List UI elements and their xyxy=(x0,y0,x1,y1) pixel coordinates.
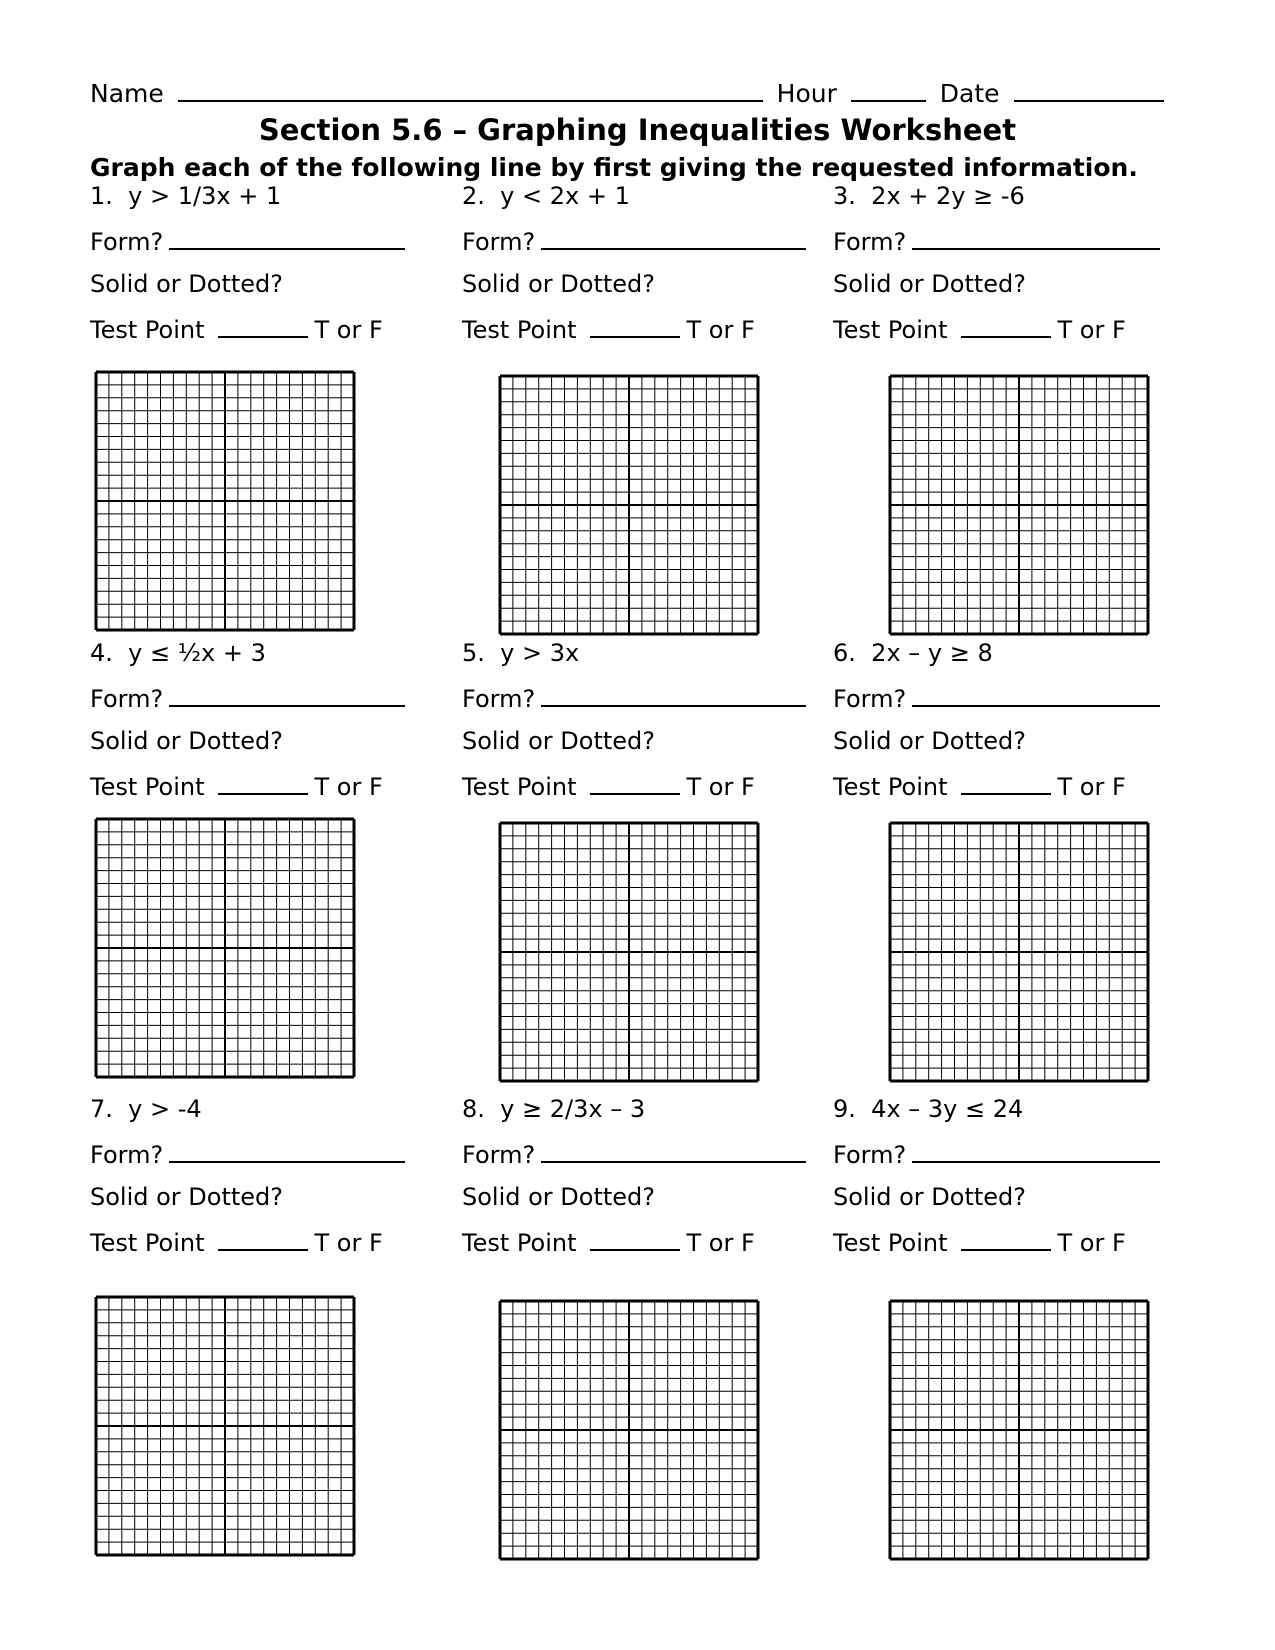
test-point-label: Test Point xyxy=(90,316,205,344)
test-point-blank[interactable] xyxy=(961,1227,1051,1251)
solid-dotted-row xyxy=(462,1183,655,1211)
solid-dotted-row xyxy=(833,270,1026,298)
problem-number: 9. xyxy=(833,1095,856,1123)
coordinate-grid[interactable] xyxy=(498,374,760,636)
form-label: Form? xyxy=(462,685,536,713)
problem-7 xyxy=(90,1095,440,1265)
problem-statement xyxy=(90,639,266,667)
test-point-label: Test Point xyxy=(462,773,577,801)
form-label: Form? xyxy=(462,1141,536,1169)
test-point-row xyxy=(90,1227,383,1257)
form-row xyxy=(833,683,1166,713)
coordinate-grid[interactable] xyxy=(888,1299,1150,1561)
form-blank[interactable] xyxy=(541,1139,806,1163)
test-point-row xyxy=(462,771,755,801)
coordinate-grid[interactable] xyxy=(888,821,1150,1083)
t-or-f-label: T or F xyxy=(686,316,755,344)
problem-number: 1. xyxy=(90,182,113,210)
form-row xyxy=(90,226,411,256)
t-or-f-label: T or F xyxy=(1057,316,1126,344)
solid-dotted-row xyxy=(90,1183,283,1211)
problem-number: 2. xyxy=(462,182,485,210)
solid-dotted-label: Solid or Dotted? xyxy=(90,270,284,298)
form-label: Form? xyxy=(90,1141,164,1169)
problem-number: 3. xyxy=(833,182,856,210)
problem-inequality: y ≤ ½x + 3 xyxy=(128,639,266,667)
header-row xyxy=(90,78,1180,108)
test-point-row xyxy=(462,314,755,344)
problem-1 xyxy=(90,182,440,352)
problem-8 xyxy=(462,1095,812,1265)
solid-dotted-row xyxy=(833,1183,1026,1211)
problem-inequality: y > 3x xyxy=(500,639,580,667)
problem-statement xyxy=(833,182,1025,210)
form-row xyxy=(462,1139,812,1169)
form-blank[interactable] xyxy=(169,226,405,250)
form-row xyxy=(833,226,1166,256)
test-point-label: Test Point xyxy=(462,316,577,344)
problem-inequality: 2x + 2y ≥ -6 xyxy=(871,182,1025,210)
form-label: Form? xyxy=(833,685,907,713)
test-point-blank[interactable] xyxy=(218,771,308,795)
test-point-label: Test Point xyxy=(833,773,948,801)
coordinate-grid[interactable] xyxy=(888,374,1150,636)
t-or-f-label: T or F xyxy=(686,773,755,801)
test-point-label: Test Point xyxy=(90,773,205,801)
form-row xyxy=(90,683,411,713)
test-point-label: Test Point xyxy=(90,1229,205,1257)
test-point-row xyxy=(462,1227,755,1257)
form-row xyxy=(462,226,812,256)
solid-dotted-row xyxy=(462,270,655,298)
problem-statement xyxy=(833,639,993,667)
solid-dotted-label: Solid or Dotted? xyxy=(462,727,656,755)
test-point-blank[interactable] xyxy=(961,314,1051,338)
problem-inequality: 4x – 3y ≤ 24 xyxy=(871,1095,1024,1123)
test-point-row xyxy=(90,771,383,801)
test-point-label: Test Point xyxy=(833,1229,948,1257)
problem-statement xyxy=(90,182,281,210)
solid-dotted-row xyxy=(462,727,655,755)
form-blank[interactable] xyxy=(541,226,806,250)
t-or-f-label: T or F xyxy=(1057,773,1126,801)
solid-dotted-row xyxy=(833,727,1026,755)
t-or-f-label: T or F xyxy=(314,316,383,344)
problem-4 xyxy=(90,639,440,809)
solid-dotted-label: Solid or Dotted? xyxy=(833,1183,1027,1211)
t-or-f-label: T or F xyxy=(314,773,383,801)
hour-label: Hour xyxy=(776,79,837,108)
form-blank[interactable] xyxy=(541,683,806,707)
coordinate-grid[interactable] xyxy=(94,370,356,632)
solid-dotted-label: Solid or Dotted? xyxy=(462,1183,656,1211)
problem-statement xyxy=(462,182,630,210)
t-or-f-label: T or F xyxy=(686,1229,755,1257)
form-blank[interactable] xyxy=(169,683,405,707)
form-row xyxy=(833,1139,1166,1169)
problem-inequality: y < 2x + 1 xyxy=(500,182,630,210)
problem-number: 5. xyxy=(462,639,485,667)
test-point-blank[interactable] xyxy=(218,1227,308,1251)
problem-3 xyxy=(833,182,1183,352)
test-point-label: Test Point xyxy=(833,316,948,344)
form-blank[interactable] xyxy=(912,683,1160,707)
t-or-f-label: T or F xyxy=(314,1229,383,1257)
coordinate-grid[interactable] xyxy=(498,1299,760,1561)
form-row xyxy=(462,683,812,713)
coordinate-grid[interactable] xyxy=(498,821,760,1083)
test-point-row xyxy=(833,314,1126,344)
form-row xyxy=(90,1139,411,1169)
form-blank[interactable] xyxy=(912,226,1160,250)
test-point-blank[interactable] xyxy=(590,314,680,338)
problem-inequality: y > -4 xyxy=(128,1095,202,1123)
problem-6 xyxy=(833,639,1183,809)
form-label: Form? xyxy=(90,685,164,713)
form-label: Form? xyxy=(90,228,164,256)
form-blank[interactable] xyxy=(169,1139,405,1163)
name-label: Name xyxy=(90,79,164,108)
problem-2 xyxy=(462,182,812,352)
test-point-blank[interactable] xyxy=(590,1227,680,1251)
solid-dotted-label: Solid or Dotted? xyxy=(90,1183,284,1211)
problem-inequality: y ≥ 2/3x – 3 xyxy=(500,1095,646,1123)
problem-number: 6. xyxy=(833,639,856,667)
problem-statement xyxy=(462,1095,645,1123)
solid-dotted-label: Solid or Dotted? xyxy=(833,727,1027,755)
solid-dotted-label: Solid or Dotted? xyxy=(462,270,656,298)
date-blank[interactable] xyxy=(1014,78,1164,102)
problem-9 xyxy=(833,1095,1183,1265)
solid-dotted-row xyxy=(90,727,283,755)
form-label: Form? xyxy=(833,228,907,256)
problem-statement xyxy=(90,1095,202,1123)
test-point-row xyxy=(833,1227,1126,1257)
solid-dotted-label: Solid or Dotted? xyxy=(833,270,1027,298)
problem-number: 7. xyxy=(90,1095,113,1123)
instructions: Graph each of the following line by first giving the requested information. xyxy=(90,153,1138,182)
test-point-blank[interactable] xyxy=(961,771,1051,795)
problem-number: 8. xyxy=(462,1095,485,1123)
form-label: Form? xyxy=(462,228,536,256)
problem-number: 4. xyxy=(90,639,113,667)
solid-dotted-row xyxy=(90,270,283,298)
test-point-blank[interactable] xyxy=(590,771,680,795)
test-point-row xyxy=(90,314,383,344)
worksheet-title: Section 5.6 – Graphing Inequalities Worksheet xyxy=(258,113,1017,147)
name-blank[interactable] xyxy=(178,78,763,102)
test-point-row xyxy=(833,771,1126,801)
coordinate-grid[interactable] xyxy=(94,1295,356,1557)
test-point-label: Test Point xyxy=(462,1229,577,1257)
t-or-f-label: T or F xyxy=(1057,1229,1126,1257)
date-label: Date xyxy=(939,79,1000,108)
coordinate-grid[interactable] xyxy=(94,817,356,1079)
form-label: Form? xyxy=(833,1141,907,1169)
test-point-blank[interactable] xyxy=(218,314,308,338)
problem-5 xyxy=(462,639,812,809)
form-blank[interactable] xyxy=(912,1139,1160,1163)
problem-statement xyxy=(462,639,579,667)
hour-blank[interactable] xyxy=(851,78,926,102)
problem-inequality: 2x – y ≥ 8 xyxy=(871,639,993,667)
problem-inequality: y > 1/3x + 1 xyxy=(128,182,282,210)
solid-dotted-label: Solid or Dotted? xyxy=(90,727,284,755)
problem-statement xyxy=(833,1095,1023,1123)
